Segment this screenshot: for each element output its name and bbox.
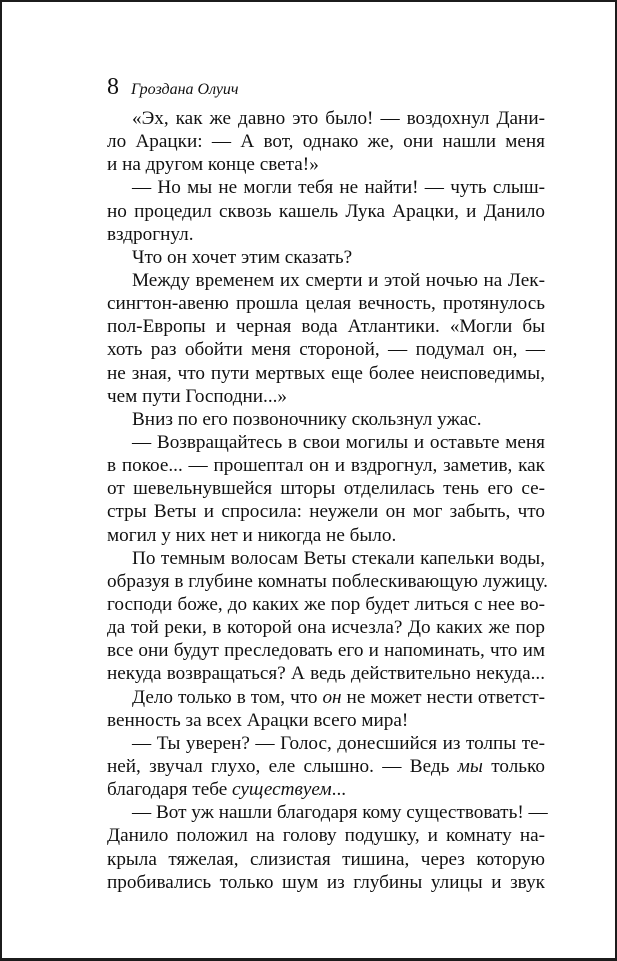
text-line: крыла тяжелая, слизистая тишина, через которую [107,848,545,870]
text-line: пробивались только шум из глубины улицы и звук [107,871,545,893]
text-line: пол-Европы и черная вода Атлантики. «Могли бы [107,316,545,338]
text-line: Что он хочет этим сказать? [132,246,353,268]
text-line: но процедил сквозь кашель Лука Арацки, и Данило [107,200,545,222]
text-line: да той реки, в которой она исчезла? До каких же пор [107,617,545,639]
text-segment: ней, звучал глухо, еле слышно. — Ведь [107,755,458,777]
page-number: 8 [107,74,119,100]
text-line: По темным волосам Веты стекали капельки воды, [132,547,545,569]
text-line: в покое... — прошептал он и вздрогнул, заметив, как [107,455,545,477]
text-segment: Дело только в том, что [132,686,323,708]
text-line: венность за всех Арацки всего мира! [107,709,409,731]
text-line: все они будут преследовать его и напоминать, что им [107,640,545,662]
text-segment: не может нести ответст- [341,686,546,708]
text-line: образуя в глубине комнаты поблескивающую лужицу. [107,570,548,592]
text-segment: только [482,755,545,777]
text-line [107,686,545,709]
text-line: сингтон-авеню прошла целая вечность, протянулось [107,293,545,315]
emphasis: он [322,686,342,708]
text-line: вздрогнул. [107,223,194,245]
running-head-author: Гроздана Олуич [131,81,239,98]
text-line: ло Арацки: — А вот, однако же, они нашли меня [107,131,545,153]
text-line [107,755,545,778]
text-line: стры Веты и спросила: неужели он мог забыть, что [107,501,545,523]
text-line: от шевельнувшейся шторы отделилась тень его се- [107,478,545,500]
text-line: Между временем их смерти и этой ночью на Лек- [132,269,545,291]
running-header [107,74,239,101]
text-line [107,778,545,801]
text-line: господи боже, до каких же пор будет литься с нее во- [107,593,545,615]
text-line: Данило положил на голову подушку, и комнату на- [107,825,545,847]
text-line: хоть раз обойти меня стороной, — подумал он, — [107,339,545,361]
body-text [107,107,548,894]
text-line: — Но мы не могли тебя не найти! — чуть слыш- [132,177,545,199]
text-line: — Вот уж нашли благодаря кому существовать! — [132,802,548,824]
text-line: чем пути Господни...» [107,385,288,407]
text-line: и на другом конце света!» [107,154,319,176]
text-line: «Эх, как же давно это было! — воздохнул Дани- [132,108,545,129]
text-line: — Ты уверен? — Голос, донесшийся из толпы те- [132,732,545,754]
emphasis: существуем [232,779,332,801]
text-segment: благодаря тебе [107,779,233,801]
text-line: могил у них нет и никогда не было. [107,524,397,546]
text-segment: ... [331,779,347,801]
text-line: не зная, что пути мертвых еще более неисповедимы, [107,362,545,384]
emphasis: мы [457,755,483,777]
text-line: — Возвращайтесь в свои могилы и оставьте меня [132,431,545,453]
text-line: некуда возвращаться? А ведь действительно некуда... [107,663,545,685]
text-line: Вниз по его позвоночнику скользнул ужас. [132,408,482,430]
